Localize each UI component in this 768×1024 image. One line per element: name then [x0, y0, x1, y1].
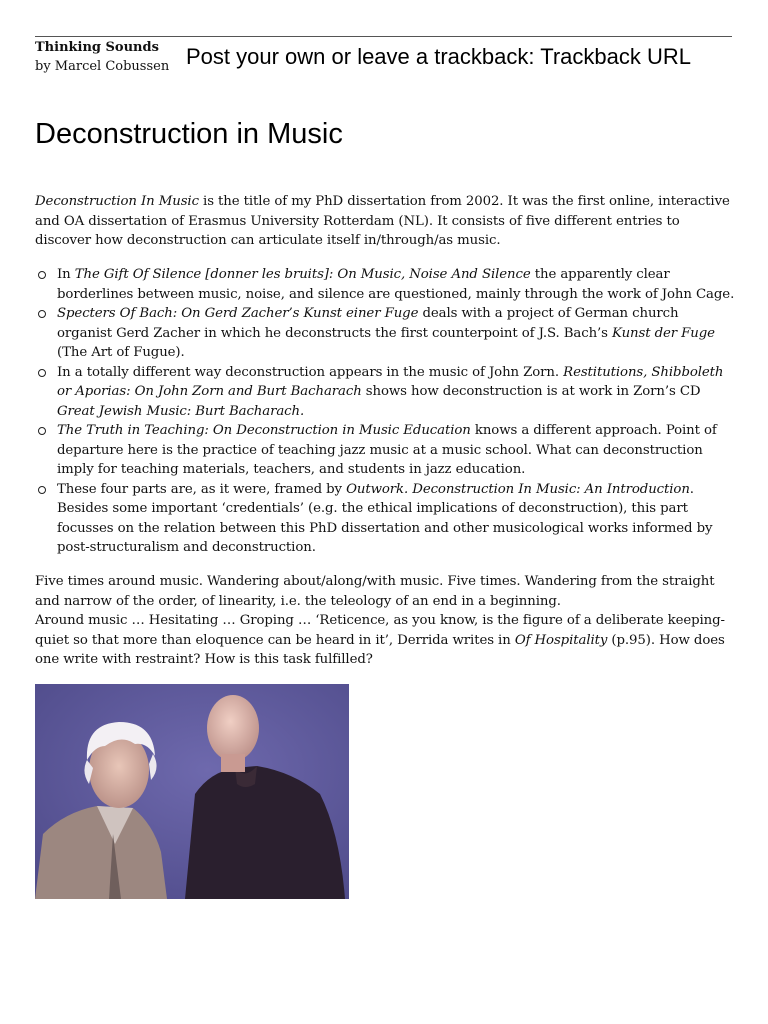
- list-item-truth-in-teaching: [35, 421, 735, 480]
- entry-text: In a totally different way deconstruction appears in the music of John Zorn.: [57, 364, 564, 380]
- entry-text: . Besides some important ‘credentials’ (e.g. the ethical implications of deconstruction), this part focusses on the relation between this PhD dissertation and other musicological works informed by post-structuralism and deconstruction.: [57, 481, 713, 555]
- list-item-restitutions: [35, 363, 735, 422]
- entry-title-link[interactable]: Outwork. Deconstruction In Music: An Introduction: [346, 481, 690, 497]
- closing-line-2: Around music … Hesitating … Groping … ‘Reticence, as you know, is the figure of a deliberate keeping-quiet so that more than eloquence can be heard in it’, Derrida writes in: [35, 613, 725, 648]
- entry-text: knows a different approach. Point of departure here is the practice of teaching jazz music at a music school. What can deconstruction imply for teaching materials, teachers, and students in jazz education.: [57, 423, 717, 477]
- dissertation-title: Deconstruction In Music: [35, 194, 199, 209]
- entry-work-title: Great Jewish Music: Burt Bacharach.: [57, 403, 305, 419]
- bullet-icon: [38, 310, 46, 318]
- bullet-icon: [38, 427, 46, 435]
- closing-line-1: Five times around music. Wandering about/along/with music. Five times. Wandering from the straight and narrow of the order, of linearity, i.e. the teleology of an end in a beginning.: [35, 574, 715, 609]
- list-item-specters-of-bach: [35, 304, 735, 363]
- book-title: Of Hospitality: [514, 632, 608, 648]
- site-title[interactable]: Thinking Sounds: [35, 40, 159, 55]
- entry-work-title: Kunst der Fuge: [612, 325, 715, 341]
- entry-title-link[interactable]: The Gift Of Silence [donner les bruits]: On Music, Noise And Silence: [74, 267, 531, 282]
- page-title: Deconstruction in Music: [35, 118, 343, 150]
- entry-text: In: [57, 267, 75, 282]
- portrait-photo: [35, 684, 349, 899]
- closing-paragraph: [35, 572, 735, 670]
- entry-text: deals with a project of German church organist Gerd Zacher in which he deconstructs the first counterpoint of J.S. Bach’s: [57, 306, 679, 341]
- list-item-outwork: [35, 480, 735, 558]
- closing-line-2-end: (p.95). How does one write with restraint? How is this task fulfilled?: [35, 632, 725, 667]
- site-author: by Marcel Cobussen: [35, 59, 170, 74]
- bullet-icon: [38, 486, 46, 494]
- entry-text: the apparently clear borderlines between music, noise, and silence are questioned, mainly through the work of John Cage.: [57, 267, 735, 302]
- entry-title-link[interactable]: The Truth in Teaching: On Deconstruction in Music Education: [57, 423, 471, 438]
- entry-text: (The Art of Fugue).: [57, 345, 185, 360]
- bullet-icon: [38, 369, 46, 377]
- entries-list: [35, 265, 735, 558]
- site-header: [35, 38, 169, 76]
- intro-text: is the title of my PhD dissertation from 2002. It was the first online, interactive and OA dissertation of Erasmus University Rotterdam (NL). It consists of five different entries to discover how deconstruction can articulate itself in/through/as music.: [35, 194, 730, 248]
- list-item-gift-of-silence: [35, 265, 735, 304]
- entry-title-link[interactable]: Restitutions, Shibboleth or Aporias: On John Zorn and Burt Bacharach: [57, 364, 724, 399]
- entry-title-link[interactable]: Specters Of Bach: On Gerd Zacher’s Kunst einer Fuge: [57, 306, 419, 321]
- header-rule: [35, 36, 732, 37]
- entry-text: These four parts are, as it were, framed by: [57, 481, 347, 497]
- entry-text: shows how deconstruction is at work in Zorn’s CD: [361, 384, 701, 399]
- bullet-icon: [38, 271, 46, 279]
- intro-paragraph: [35, 192, 735, 251]
- trackback-link[interactable]: Post your own or leave a trackback: Trackback URL: [186, 44, 691, 69]
